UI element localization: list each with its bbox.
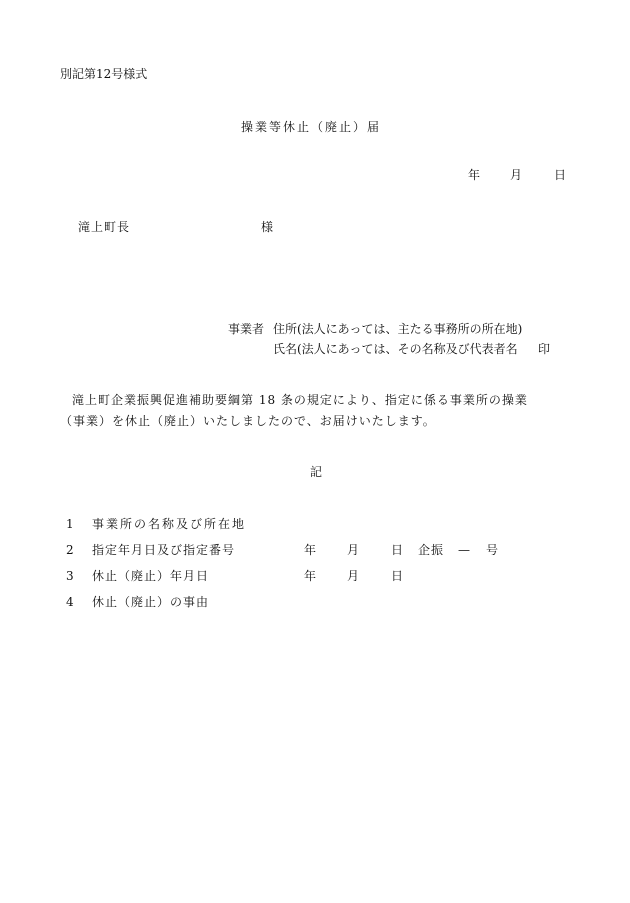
applicant-address-line: 住所(法人にあっては、主たる事務所の所在地) [273,322,523,336]
date-day-label: 日 [554,168,567,182]
addressee-honorific: 様 [261,220,274,234]
item-3-day: 日 [391,569,404,583]
form-number: 別記第12号様式 [60,67,148,81]
document-title: 操業等休止（廃止）届 [241,120,382,134]
date-year-label: 年 [468,168,481,182]
applicant-label: 事業者 [228,322,265,336]
item-2-number: 2 [66,543,74,557]
item-2-year: 年 [304,543,317,557]
item-2-prefix: 企振 [418,543,445,557]
date-month-label: 月 [510,168,523,182]
item-3-number: 3 [66,569,74,583]
item-3-label: 休止（廃止）年月日 [92,569,210,583]
item-3-month: 月 [347,569,360,583]
item-1-number: 1 [66,517,74,531]
ki-heading: 記 [310,465,323,479]
item-2-label: 指定年月日及び指定番号 [92,543,236,557]
item-2-suffix: 号 [486,543,499,557]
item-4-number: 4 [66,595,74,609]
body-text-line-2: （事業）を休止（廃止）いたしましたので、お届けいたします。 [60,414,436,428]
body-text-line-1: 滝上町企業振興促進補助要綱第 18 条の規定により、指定に係る事業所の操業 [72,393,528,407]
seal-mark: 印 [538,342,551,356]
item-2-month: 月 [347,543,360,557]
item-1-label: 事業所の名称及び所在地 [92,517,247,531]
item-2-dash: — [458,543,470,557]
item-3-year: 年 [304,569,317,583]
item-4-label: 休止（廃止）の事由 [92,595,210,609]
addressee-name: 滝上町長 [78,220,131,234]
item-2-day: 日 [391,543,404,557]
applicant-name-line: 氏名(法人にあっては、その名称及び代表者名 [273,342,518,356]
